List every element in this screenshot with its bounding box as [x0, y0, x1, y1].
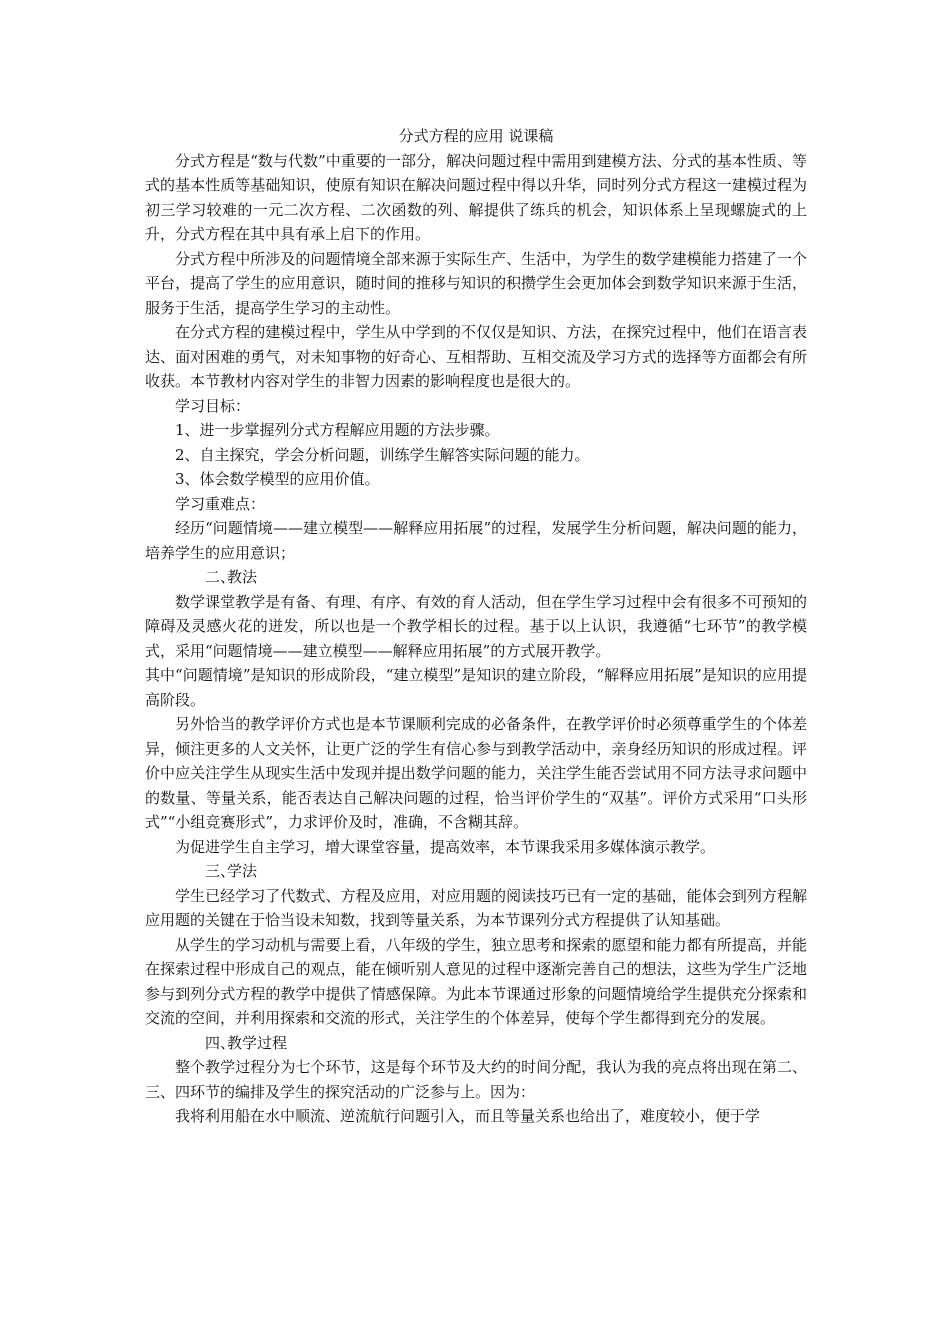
- document-title: 分式方程的应用 说课稿: [398, 127, 554, 145]
- teaching-method-paragraph-1: 数学课堂教学是有备、有理、有序、有效的育人活动，但在学生学习过程中会有很多不可预知的障碍及灵感火花的迸发，所以也是一个教学相长的过程。基于以上认识，我遵循“七环节”的教学模式，采用“问题情境——建立模型——解释应用拓展”的方式展开教学。: [145, 592, 807, 660]
- section-number: 四、: [205, 1033, 236, 1052]
- document-body: [145, 124, 807, 1129]
- teaching-method-paragraph-1-continued: 其中“问题情境”是知识的形成阶段，“建立模型”是知识的建立阶段，“解释应用拓展”是知识的应用提高阶段。: [145, 666, 807, 709]
- section-label: 教学过程: [227, 1033, 288, 1052]
- learning-goals-heading: 学习目标：: [175, 396, 251, 415]
- key-points-paragraph: 经历“问题情境——建立模型——解释应用拓展”的过程，发展学生分析问题，解决问题的能力，培养学生的应用意识；: [145, 519, 807, 562]
- section-number: 三、: [205, 862, 236, 880]
- intro-paragraph-2: 分式方程中所涉及的问题情境全部来源于实际生产、生活中，为学生的数学建模能力搭建了一个平台，提高了学生的应用意识，随时间的推移与知识的积攒学生会更加体会到数学知识来源于生活，服务于生活，提高学生学习的主动性。: [145, 249, 807, 317]
- section-label: 学法: [227, 862, 258, 880]
- teaching-method-paragraph-2: 另外恰当的教学评价方式也是本节课顺利完成的必备条件，在教学评价时必须尊重学生的个体差异，倾注更多的人文关怀，让更广泛的学生有信心参与到教学活动中，亲身经历知识的形成过程。评价中应关注学生从现实生活中发现并提出数学问题的能力，关注学生能否尝试用不同方法寻求问题中的数量、等量关系，能否表达自己解决问题的过程，恰当评价学生的“双基”。评价方式采用“口头形式”“小组竞赛形式”，力求评价及时，准确，不含糊其辞。: [145, 715, 807, 831]
- section-label: 教法: [227, 568, 258, 586]
- learning-method-paragraph-1: 学生已经学习了代数式、方程及应用，对应用题的阅读技巧已有一定的基础，能体会到列方程解应用题的关键在于恰当设未知数，找到等量关系，为本节课列分式方程提供了认知基础。: [145, 886, 807, 929]
- learning-goal-3: 3、体会数学模型的应用价值。: [175, 470, 380, 488]
- section-heading-teaching-process: [145, 1031, 807, 1056]
- section-number: 二、: [205, 568, 236, 586]
- key-points-heading: 学习重难点：: [175, 494, 266, 513]
- intro-paragraph-1: 分式方程是“数与代数”中重要的一部分，解决问题过程中需用到建模方法、分式的基本性质、等式的基本性质等基础知识，使原有知识在解决问题过程中得以升华，同时列分式方程这一建模过程为初三学习较难的一元二次方程、二次函数的列、解提供了练兵的机会，知识体系上呈现螺旋式的上升，分式方程在其中具有承上启下的作用。: [145, 151, 807, 243]
- section-heading-learning-method: [145, 859, 807, 884]
- intro-paragraph-3: 在分式方程的建模过程中，学生从中学到的不仅仅是知识、方法，在探究过程中，他们在语言表达、面对困难的勇气，对未知事物的好奇心、互相帮助、互相交流及学习方式的选择等方面都会有所收获。本节教材内容对学生的非智力因素的影响程度也是很大的。: [145, 323, 807, 390]
- teaching-method-paragraph-3: 为促进学生自主学习，增大课堂容量，提高效率，本节课我采用多媒体演示教学。: [175, 837, 716, 856]
- learning-goal-1: 1、进一步掌握列分式方程解应用题的方法步骤。: [175, 421, 500, 439]
- section-heading-teaching-method: [145, 565, 807, 590]
- teaching-process-paragraph-1: 整个教学过程分为七个环节，这是每个环节及大约的时间分配，我认为我的亮点将出现在第二、三、四环节的编排及学生的探究活动的广泛参与上。因为：: [145, 1058, 807, 1101]
- learning-method-paragraph-2: 从学生的学习动机与需要上看，八年级的学生，独立思考和探索的愿望和能力都有所提高，并能在探索过程中形成自己的观点，能在倾听别人意见的过程中逐渐完善自己的想法，这些为学生广泛地参与到列分式方程的教学中提供了情感保障。为此本节课通过形象的问题情境给学生提供充分探索和交流的空间，并利用探索和交流的形式，关注学生的个体差异，使每个学生都得到充分的发展。: [145, 935, 807, 1027]
- teaching-process-paragraph-2: 我将利用船在水中顺流、逆流航行问题引入，而且等量关系也给出了，难度较小，便于学: [175, 1107, 761, 1125]
- learning-goal-2: 2、自主探究，学会分析问题，训练学生解答实际问题的能力。: [175, 445, 590, 464]
